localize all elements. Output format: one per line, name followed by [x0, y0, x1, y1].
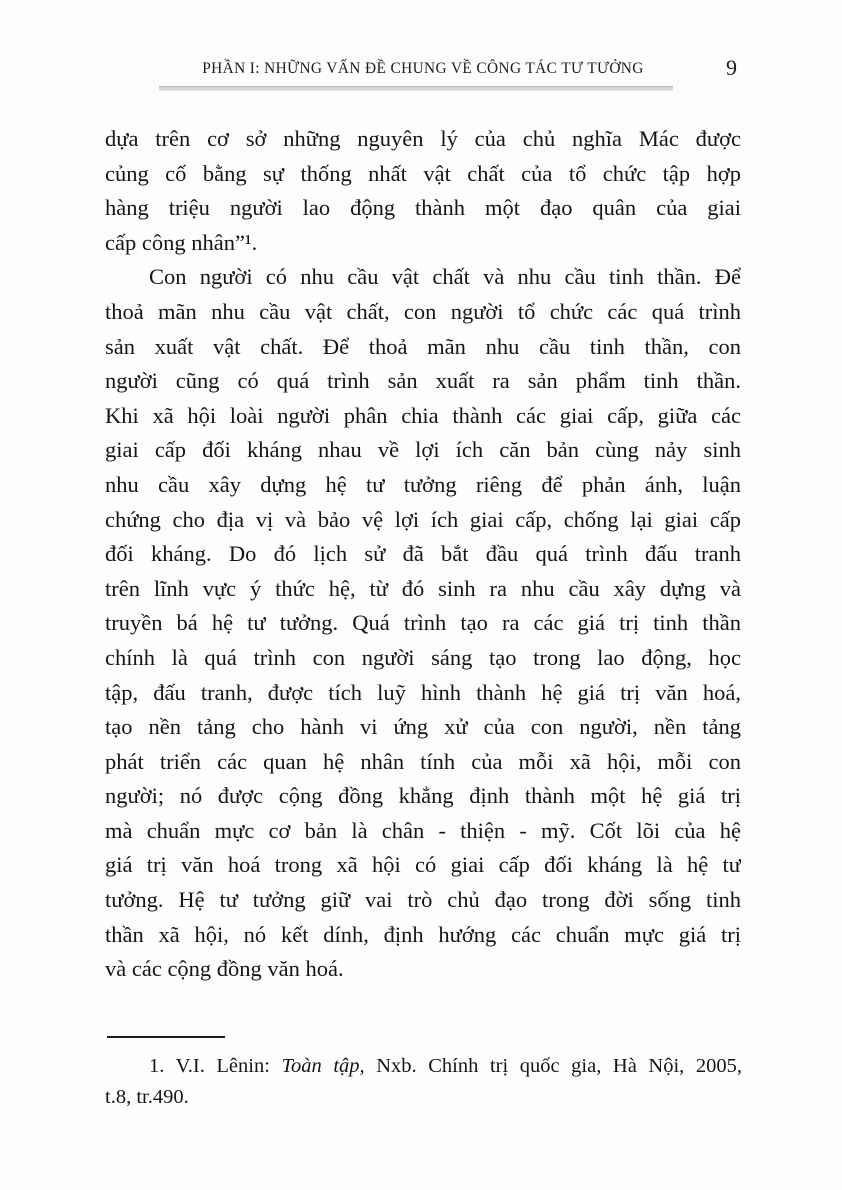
text-line: đối kháng. Do đó lịch sử đã bắt đầu quá trình đấu tranh — [105, 541, 741, 567]
running-title: PHẦN I: NHỮNG VẤN ĐỀ CHUNG VỀ CÔNG TÁC TƯ TƯỞNG — [202, 60, 644, 77]
text-line: và các cộng đồng văn hoá. — [105, 956, 344, 982]
footnote-line — [105, 1051, 742, 1082]
text-line: Khi xã hội loài người phân chia thành các giai cấp, giữa các — [105, 402, 741, 428]
text-line: tập, đấu tranh, được tích luỹ hình thành hệ giá trị văn hoá, — [105, 679, 741, 705]
text-line: cấp công nhân”¹. — [105, 229, 258, 255]
footnote-work-title: Toàn tập, — [281, 1055, 365, 1077]
text-line: Con người có nhu cầu vật chất và nhu cầu tinh thần. Để — [149, 264, 741, 290]
text-line: truyền bá hệ tư tưởng. Quá trình tạo ra các giá trị tinh thần — [105, 610, 741, 636]
body-text — [105, 122, 741, 987]
text-line: chính là quá trình con người sáng tạo trong lao động, học — [105, 644, 741, 670]
text-line: tưởng. Hệ tư tưởng giữ vai trò chủ đạo trong đời sống tinh — [105, 887, 741, 913]
text-line: phát triển các quan hệ nhân tính của mỗi xã hội, mỗi con — [105, 748, 741, 774]
text-line: người cũng có quá trình sản xuất ra sản phẩm tinh thần. — [105, 368, 741, 394]
text-line: thần xã hội, nó kết dính, định hướng các chuẩn mực giá trị — [105, 921, 741, 947]
footnote-line: t.8, tr.490. — [105, 1086, 189, 1108]
footnote-divider — [107, 1036, 225, 1038]
text-line: sản xuất vật chất. Để thoả mãn nhu cầu tinh thần, con — [105, 333, 741, 359]
text-line: mà chuẩn mực cơ bản là chân - thiện - mỹ. Cốt lõi của hệ — [105, 817, 741, 843]
text-line: thoả mãn nhu cầu vật chất, con người tổ chức các quá trình — [105, 298, 741, 324]
text-line: giai cấp đối kháng nhau về lợi ích căn bản cùng nảy sinh — [105, 437, 741, 463]
text-line: tạo nền tảng cho hành vi ứng xử của con người, nền tảng — [105, 714, 741, 740]
page-header — [105, 55, 741, 86]
text-line: giá trị văn hoá trong xã hội có giai cấp đối kháng là hệ tư — [105, 852, 741, 878]
text-line: dựa trên cơ sở những nguyên lý của chủ nghĩa Mác được — [105, 126, 741, 151]
footnote-citation-suffix: Nxb. Chính trị quốc gia, Hà Nội, 2005, — [364, 1055, 742, 1077]
footnote — [105, 1051, 742, 1113]
page-number: 9 — [726, 55, 737, 80]
text-line: củng cố bằng sự thống nhất vật chất của tổ chức tập hợp — [105, 160, 741, 186]
text-line: trên lĩnh vực ý thức hệ, từ đó sinh ra nhu cầu xây dựng và — [105, 575, 741, 601]
text-line: nhu cầu xây dựng hệ tư tưởng riêng để phản ánh, luận — [105, 471, 741, 497]
header-divider — [159, 86, 673, 91]
text-line: hàng triệu người lao động thành một đạo quân của giai — [105, 195, 741, 221]
text-line: chứng cho địa vị và bảo vệ lợi ích giai cấp, chống lại giai cấp — [105, 506, 741, 532]
footnote-citation-prefix: 1. V.I. Lênin: — [149, 1055, 282, 1077]
text-line: người; nó được cộng đồng khẳng định thành một hệ giá trị — [105, 783, 741, 809]
